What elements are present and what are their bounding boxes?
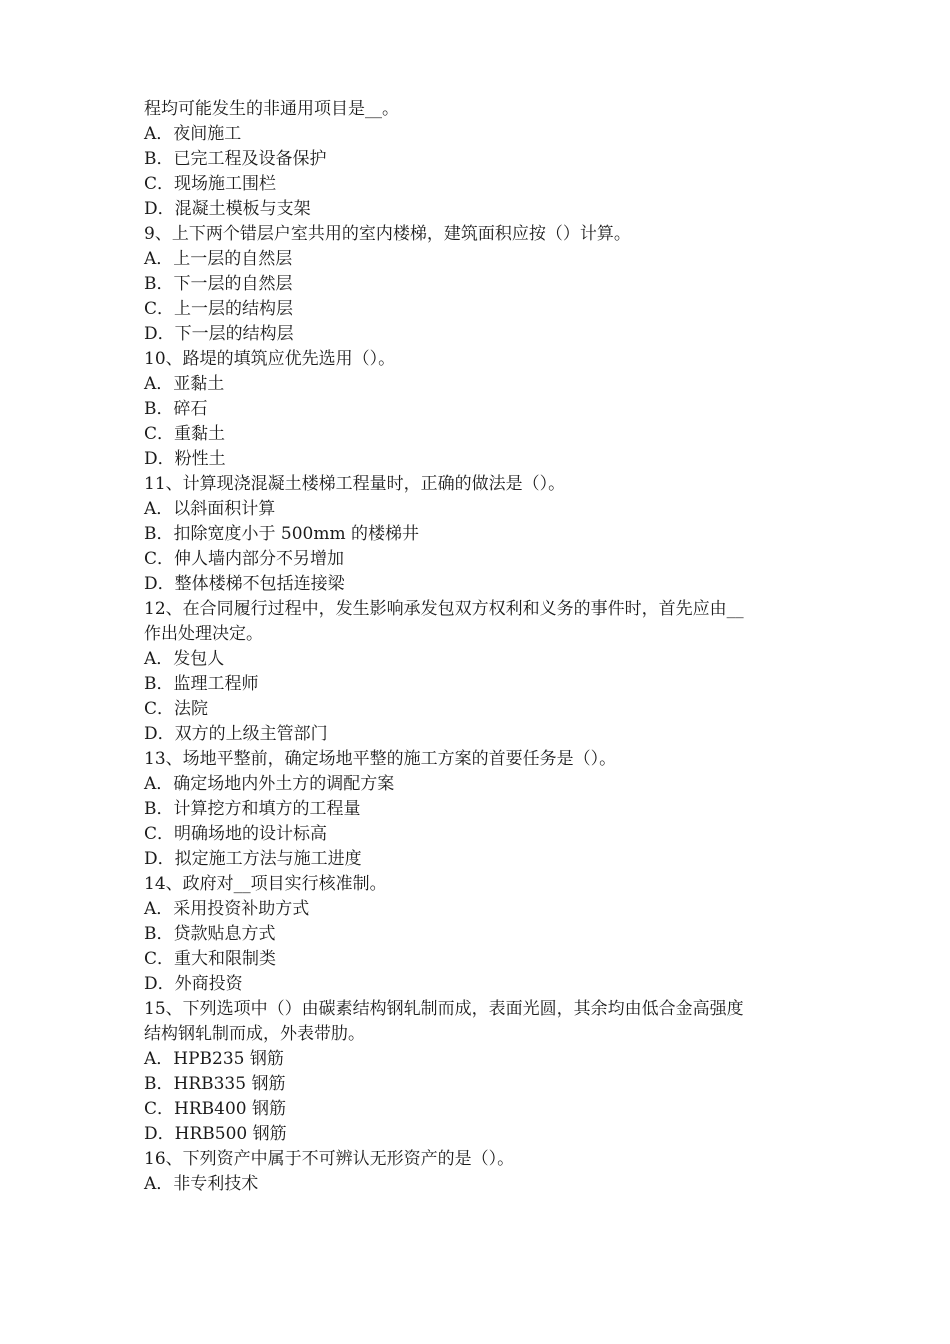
question-9-option-a: A．上一层的自然层 (144, 249, 293, 269)
question-12-option-a: A．发包人 (144, 649, 225, 669)
question-14-stem: 14、政府对__项目实行核准制。 (144, 874, 387, 894)
question-10-option-a: A．亚黏土 (144, 374, 225, 394)
question-13-option-a: A．确定场地内外土方的调配方案 (144, 774, 395, 794)
question-14-option-d: D．外商投资 (144, 974, 243, 994)
question-9-option-c: C．上一层的结构层 (144, 299, 294, 319)
question-12-option-d: D．双方的上级主管部门 (144, 724, 328, 744)
question-10-option-b: B．碎石 (144, 399, 208, 419)
question-10-option-c: C．重黏土 (144, 424, 226, 444)
question-14-option-b: B．贷款贴息方式 (144, 924, 276, 944)
question-15-option-d: D．HRB500 钢筋 (144, 1124, 287, 1144)
question-11-option-a: A．以斜面积计算 (144, 499, 276, 519)
question-12-option-c: C．法院 (144, 699, 209, 719)
question-12-stem: 12、在合同履行过程中，发生影响承发包双方权利和义务的事件时，首先应由__ (144, 599, 744, 619)
question-11-option-b: B．扣除宽度小于 500mm 的楼梯井 (144, 524, 419, 544)
question-15-option-c: C．HRB400 钢筋 (144, 1099, 286, 1119)
question-14-option-a: A．采用投资补助方式 (144, 899, 310, 919)
question-15-option-a: A．HPB235 钢筋 (144, 1049, 284, 1069)
question-10-option-d: D．粉性土 (144, 449, 226, 469)
question-13-option-c: C．明确场地的设计标高 (144, 824, 328, 844)
question-12-stem-continuation: 作出处理决定。 (144, 624, 263, 644)
question-11-option-c: C．伸人墙内部分不另增加 (144, 549, 345, 569)
question-8-stem-continuation: 程均可能发生的非通用项目是__。 (144, 99, 399, 119)
question-15-stem: 15、下列选项中（）由碳素结构钢轧制而成，表面光圆，其余均由低合金高强度 (144, 999, 744, 1019)
question-13-option-d: D．拟定施工方法与施工进度 (144, 849, 362, 869)
question-9-option-d: D．下一层的结构层 (144, 324, 294, 344)
question-14-option-c: C．重大和限制类 (144, 949, 277, 969)
question-13-stem: 13、场地平整前，确定场地平整的施工方案的首要任务是（）。 (144, 749, 617, 769)
question-9-stem: 9、上下两个错层户室共用的室内楼梯，建筑面积应按（）计算。 (144, 224, 631, 244)
question-16-option-a: A．非专利技术 (144, 1174, 259, 1194)
question-8-option-d: D．混凝土模板与支架 (144, 199, 311, 219)
document-body (144, 97, 824, 1197)
question-8-option-b: B．已完工程及设备保护 (144, 149, 327, 169)
question-13-option-b: B．计算挖方和填方的工程量 (144, 799, 361, 819)
question-11-stem: 11、计算现浇混凝土楼梯工程量时，正确的做法是（）。 (144, 474, 566, 494)
question-8-option-c: C．现场施工围栏 (144, 174, 277, 194)
question-16-stem: 16、下列资产中属于不可辨认无形资产的是（）。 (144, 1149, 515, 1169)
question-9-option-b: B．下一层的自然层 (144, 274, 293, 294)
question-10-stem: 10、路堤的填筑应优先选用（）。 (144, 349, 396, 369)
question-15-stem-continuation: 结构钢轧制而成，外表带肋。 (144, 1024, 365, 1044)
question-15-option-b: B．HRB335 钢筋 (144, 1074, 286, 1094)
question-8-option-a: A．夜间施工 (144, 124, 242, 144)
question-12-option-b: B．监理工程师 (144, 674, 259, 694)
question-11-option-d: D．整体楼梯不包括连接梁 (144, 574, 345, 594)
